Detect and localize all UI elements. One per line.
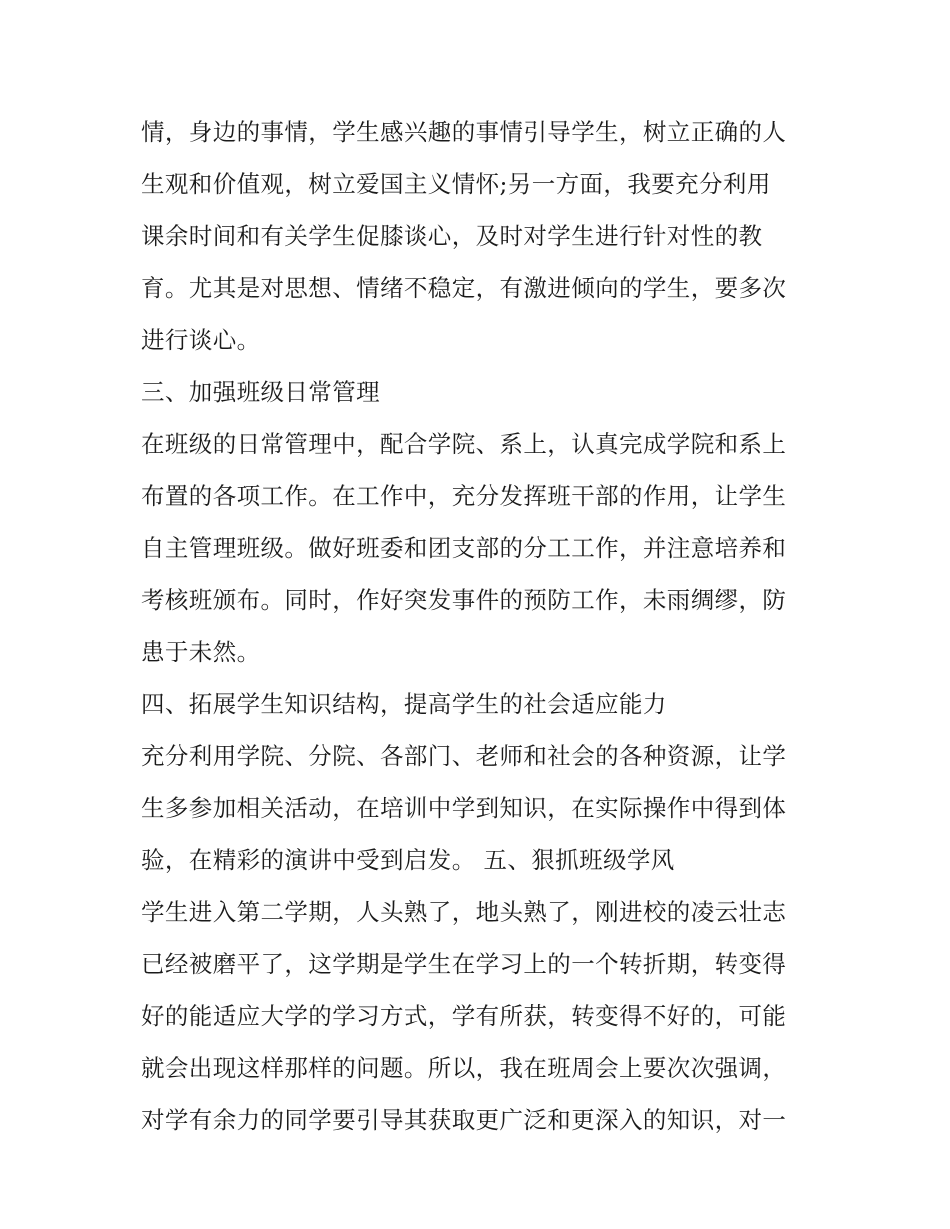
text-line: 生观和价值观，树立爱国主义情怀;另一方面，我要充分利用 [141, 170, 771, 198]
text-line: 情，身边的事情，学生感兴趣的事情引导学生，树立正确的人 [141, 118, 787, 146]
section-heading: 三、加强班级日常管理 [141, 378, 380, 406]
text-line: 充分利用学院、分院、各部门、老师和社会的各种资源，让学 [141, 742, 787, 770]
text-line: 布置的各项工作。在工作中，充分发挥班干部的作用，让学生 [141, 482, 787, 510]
document-page [141, 106, 821, 1146]
text-line: 生多参加相关活动，在培训中学到知识，在实际操作中得到体 [141, 794, 787, 822]
text-line: 育。尤其是对思想、情绪不稳定，有激进倾向的学生，要多次 [141, 274, 787, 302]
text-line: 考核班颁布。同时，作好突发事件的预防工作，未雨绸缪，防 [141, 586, 787, 614]
text-line: 对学有余力的同学要引导其获取更广泛和更深入的知识，对一 [141, 1106, 787, 1134]
text-line: 已经被磨平了，这学期是学生在学习上的一个转折期，转变得 [141, 950, 787, 978]
text-line: 课余时间和有关学生促膝谈心，及时对学生进行针对性的教 [141, 222, 763, 250]
text-line: 验，在精彩的演讲中受到启发。 五、狠抓班级学风 [141, 846, 675, 874]
text-line: 进行谈心。 [141, 326, 261, 354]
text-line: 自主管理班级。做好班委和团支部的分工工作，并注意培养和 [141, 534, 787, 562]
section-heading: 四、拓展学生知识结构，提高学生的社会适应能力 [141, 690, 667, 718]
text-line: 好的能适应大学的学习方式，学有所获，转变得不好的，可能 [141, 1002, 787, 1030]
text-line: 就会出现这样那样的问题。所以，我在班周会上要次次强调， [141, 1054, 787, 1082]
text-line: 在班级的日常管理中，配合学院、系上，认真完成学院和系上 [141, 430, 787, 458]
text-line: 患于未然。 [141, 638, 261, 666]
text-line: 学生进入第二学期，人头熟了，地头熟了，刚进校的凌云壮志 [141, 898, 787, 926]
